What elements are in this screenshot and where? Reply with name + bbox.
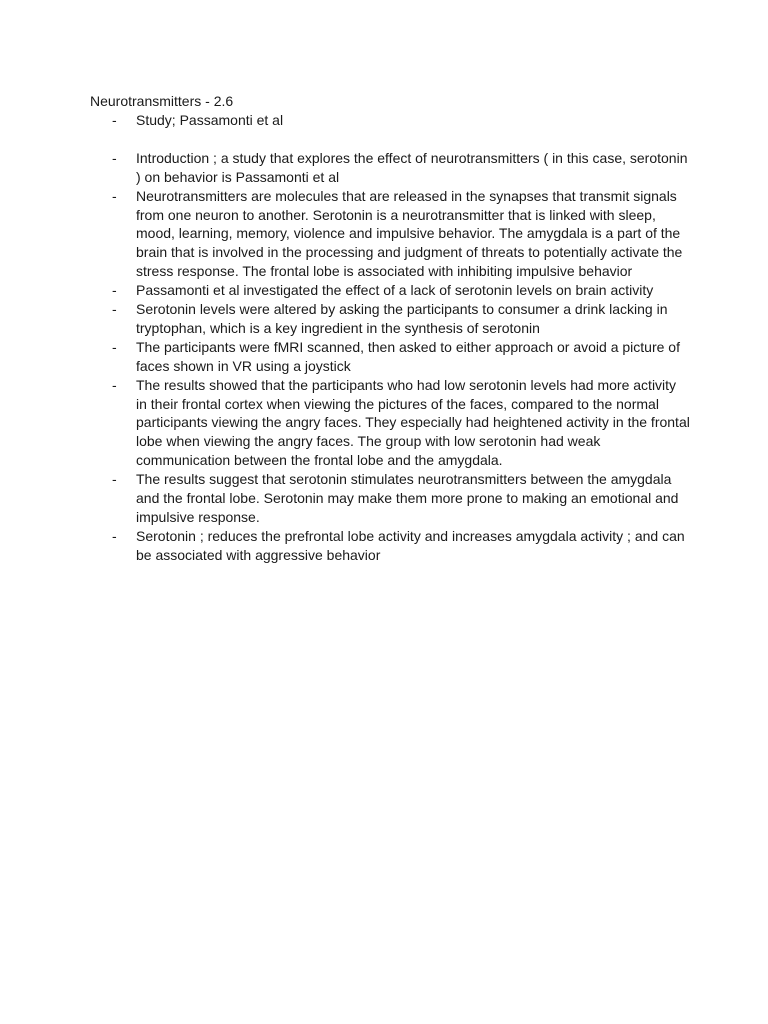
dash-marker: - bbox=[112, 376, 117, 393]
bullet-text: Neurotransmitters are molecules that are released in the synapses that transmit signals from one neuron to another. Serotonin is a neurotransmitter that is linked with sleep, mood, learning, memory, violence and impulsive behavior. The amygdala is a part of the brain that is involved in the processing and judgment of threats to potentially activate the stress response. The frontal lobe is associated with inhibiting impulsive behavior bbox=[136, 187, 683, 280]
bullet-item bbox=[90, 111, 690, 130]
dash-marker: - bbox=[112, 187, 117, 204]
bullet-item bbox=[90, 281, 690, 300]
bullet-text: The results suggest that serotonin stimulates neurotransmitters between the amygdala and the frontal lobe. Serotonin may make them more prone to making an emotional and impulsive response. bbox=[136, 471, 679, 526]
bullet-text: Passamonti et al investigated the effect of a lack of serotonin levels on brain activity bbox=[136, 282, 654, 299]
dash-marker: - bbox=[112, 301, 117, 318]
bullet-item bbox=[90, 187, 690, 282]
document-title: Neurotransmitters - 2.6 bbox=[90, 93, 234, 109]
dash-marker: - bbox=[112, 149, 117, 166]
dash-marker: - bbox=[112, 338, 117, 355]
bullet-item bbox=[90, 376, 690, 471]
dash-marker: - bbox=[112, 527, 117, 544]
bullet-item bbox=[90, 300, 690, 338]
bullet-item bbox=[90, 527, 690, 565]
bullet-list bbox=[90, 111, 690, 565]
dash-marker: - bbox=[112, 471, 117, 488]
bullet-item bbox=[90, 338, 690, 376]
dash-marker: - bbox=[112, 282, 117, 299]
bullet-text: The results showed that the participants who had low serotonin levels had more activity in their frontal cortex when viewing the pictures of the faces, compared to the normal participants viewing the angry faces. They especially had heightened activity in the frontal lobe when viewing the angry faces. The group with low serotonin had weak communication between the frontal lobe and the amygdala. bbox=[136, 376, 690, 469]
bullet-item bbox=[90, 149, 690, 187]
bullet-text: Serotonin levels were altered by asking the participants to consumer a drink lacking in tryptophan, which is a key ingredient in the synthesis of serotonin bbox=[136, 301, 668, 336]
bullet-text: Serotonin ; reduces the prefrontal lobe activity and increases amygdala activity ; and can be associated with aggressive behavior bbox=[136, 527, 685, 563]
bullet-item bbox=[90, 470, 690, 527]
dash-marker: - bbox=[112, 112, 117, 128]
bullet-text: Study; Passamonti et al bbox=[136, 112, 284, 128]
bullet-text: Introduction ; a study that explores the effect of neurotransmitters ( in this case, serotonin ) on behavior is Passamonti et al bbox=[136, 149, 688, 185]
bullet-text: The participants were fMRI scanned, then asked to either approach or avoid a picture of faces shown in VR using a joystick bbox=[136, 338, 680, 374]
